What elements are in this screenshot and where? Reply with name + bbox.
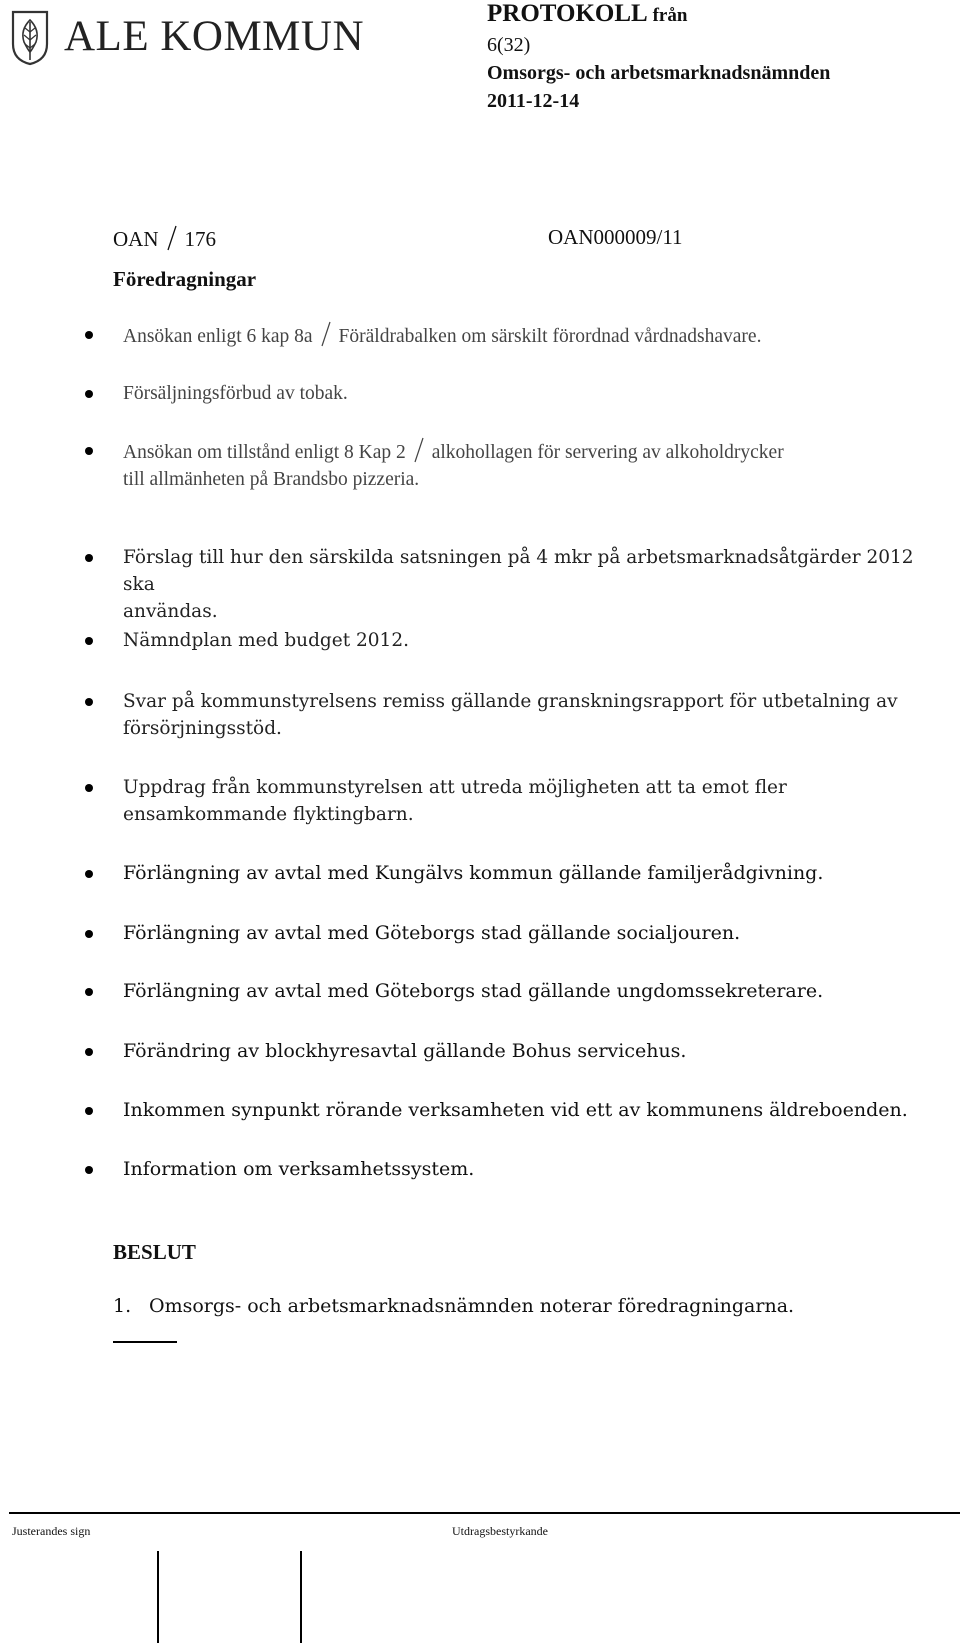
case-paragraph bbox=[113, 225, 216, 252]
list-item bbox=[123, 1097, 943, 1124]
bullet-icon bbox=[85, 1107, 93, 1115]
board-name: Omsorgs- och arbetsmarknadsnämnden bbox=[487, 62, 831, 84]
item-text: Förlängning av avtal med Göteborgs stad gällande socialjouren. bbox=[123, 922, 741, 944]
signature-footer bbox=[0, 1512, 960, 1643]
case-row bbox=[113, 225, 713, 253]
paragraph-sign-icon bbox=[412, 437, 426, 463]
item-text: Ansökan om tillstånd enligt 8 Kap 2 bbox=[123, 442, 406, 463]
bullet-icon bbox=[85, 1166, 93, 1174]
paragraph-sign-icon bbox=[165, 225, 179, 251]
item-text: Uppdrag från kommunstyrelsen att utreda möjligheten att ta emot fler bbox=[123, 777, 787, 798]
item-text: Ansökan enligt 6 kap 8a bbox=[123, 326, 313, 347]
list-item bbox=[123, 1038, 943, 1065]
bullet-icon bbox=[85, 637, 93, 645]
bullet-icon bbox=[85, 390, 93, 398]
item-text: Försäljningsförbud av tobak. bbox=[123, 383, 348, 404]
meeting-date: 2011-12-14 bbox=[487, 90, 580, 112]
list-item bbox=[123, 688, 943, 742]
case-reference: OAN000009/11 bbox=[548, 225, 683, 249]
case-number: 176 bbox=[184, 227, 216, 251]
item-text: Information om verksamhetssystem. bbox=[123, 1158, 475, 1180]
paragraph-sign-icon bbox=[319, 321, 333, 347]
list-item bbox=[123, 774, 943, 828]
list-item bbox=[123, 860, 943, 887]
bullet-icon bbox=[85, 988, 93, 996]
list-item bbox=[123, 380, 943, 407]
case-prefix: OAN bbox=[113, 227, 159, 251]
item-text: Förändring av blockhyresavtal gällande Bohus servicehus. bbox=[123, 1040, 687, 1062]
list-item bbox=[123, 978, 943, 1005]
bullet-icon bbox=[85, 870, 93, 878]
item-text: Nämndplan med budget 2012. bbox=[123, 630, 409, 651]
list-item bbox=[123, 1156, 943, 1183]
decision-text: Omsorgs- och arbetsmarknadsnämnden noterar föredragningarna. bbox=[149, 1295, 795, 1317]
item-text-cont: alkohollagen för servering av alkoholdrycker bbox=[431, 442, 784, 463]
bullet-icon bbox=[85, 784, 93, 792]
item-text-line2: försörjningsstöd. bbox=[123, 718, 282, 739]
footer-divider bbox=[9, 1512, 960, 1514]
signature-box-divider bbox=[300, 1551, 302, 1643]
bullet-icon bbox=[85, 698, 93, 706]
extract-label: Utdragsbestyrkande bbox=[452, 1524, 548, 1538]
bullet-icon bbox=[85, 447, 93, 455]
bullet-icon bbox=[85, 554, 93, 562]
item-text: Svar på kommunstyrelsens remiss gällande granskningsrapport för utbetalning av bbox=[123, 691, 898, 712]
decision-item bbox=[113, 1295, 794, 1317]
list-item bbox=[123, 544, 943, 625]
item-text: Förslag till hur den särskilda satsningen på 4 mkr på arbetsmarknadsåtgärder 2012 ska bbox=[123, 547, 914, 595]
item-text-line2: ensamkommande flyktingbarn. bbox=[123, 804, 414, 825]
page-number: 6(32) bbox=[487, 34, 531, 56]
item-text-line2: användas. bbox=[123, 601, 218, 622]
org-name: ALE KOMMUN bbox=[64, 13, 365, 60]
doc-type-heading bbox=[487, 0, 687, 28]
bullet-icon bbox=[85, 331, 93, 339]
list-item bbox=[123, 437, 943, 493]
list-item bbox=[123, 627, 943, 654]
section-title: Föredragningar bbox=[113, 267, 257, 291]
doc-type: PROTOKOLL bbox=[487, 0, 647, 27]
list-item bbox=[123, 321, 943, 350]
end-rule bbox=[113, 1341, 177, 1343]
item-text-line2: till allmänheten på Brandsbo pizzeria. bbox=[123, 469, 420, 490]
item-text-cont: Föräldrabalken om särskilt förordnad vårdnadshavare. bbox=[338, 326, 762, 347]
list-item bbox=[123, 920, 943, 947]
doc-type-suffix: från bbox=[652, 5, 688, 26]
bullet-icon bbox=[85, 1048, 93, 1056]
bullet-icon bbox=[85, 930, 93, 938]
ale-kommun-logo-icon bbox=[10, 8, 50, 66]
decision-number: 1. bbox=[113, 1295, 132, 1317]
sign-label: Justerandes sign bbox=[12, 1524, 91, 1538]
item-text: Förlängning av avtal med Göteborgs stad gällande ungdomssekreterare. bbox=[123, 980, 824, 1002]
item-text: Förlängning av avtal med Kungälvs kommun gällande familjerådgivning. bbox=[123, 862, 824, 884]
decision-title: BESLUT bbox=[113, 1240, 196, 1264]
item-text: Inkommen synpunkt rörande verksamheten vid ett av kommunens äldreboenden. bbox=[123, 1099, 908, 1121]
signature-box-divider bbox=[157, 1551, 159, 1643]
